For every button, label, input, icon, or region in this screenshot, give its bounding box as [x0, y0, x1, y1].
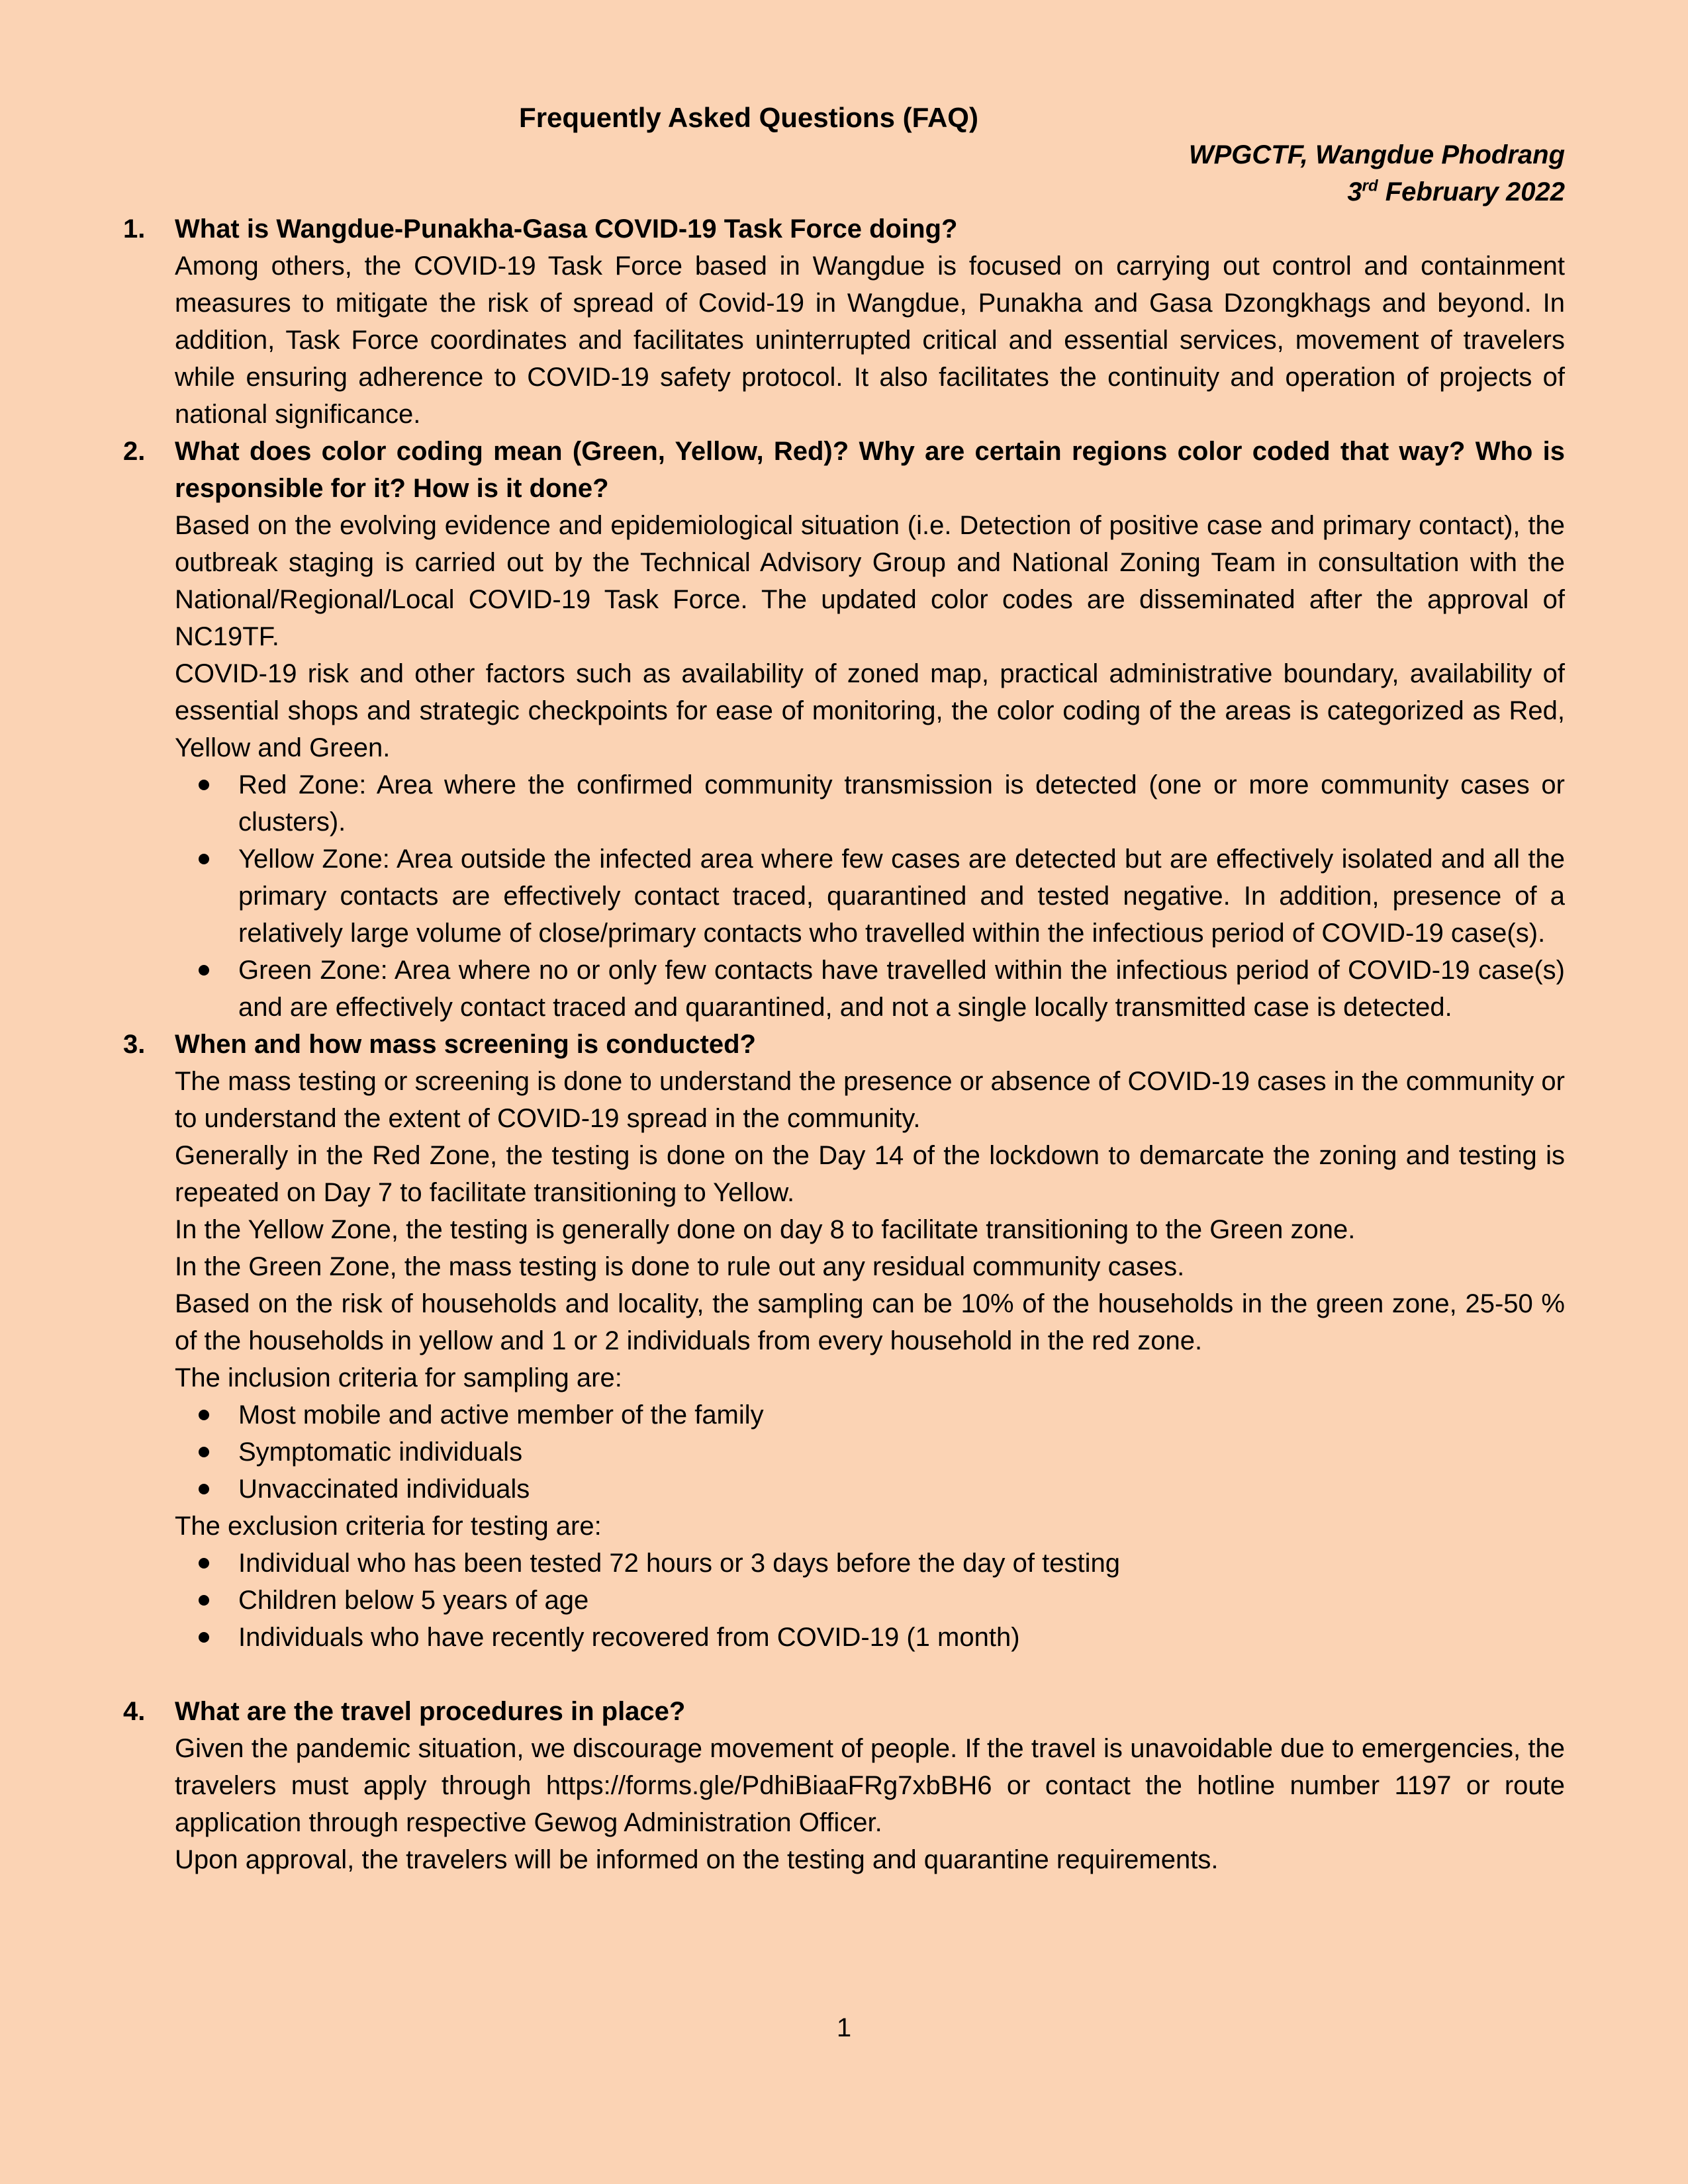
- question-number: 2.: [123, 437, 146, 466]
- date-day: 3: [1347, 177, 1362, 206]
- list-item: Unvaccinated individuals: [175, 1471, 1565, 1508]
- document-title: Frequently Asked Questions (FAQ): [519, 102, 978, 133]
- answer-paragraph: COVID-19 risk and other factors such as availability of zoned map, practical administrative boundary, availability of essential shops and strategic checkpoints for ease of monitoring, the color coding of the areas is categorized as Red, Yellow and Green.: [175, 659, 1565, 762]
- faq-item-4: [123, 1693, 1565, 1878]
- exclusion-list: [175, 1545, 1565, 1656]
- answer-paragraph: Based on the risk of households and locality, the sampling can be 10% of the households in the green zone, 25-50 % of the households in yellow and 1 or 2 individuals from every household in the red zone.: [175, 1289, 1565, 1355]
- organization-name: WPGCTF, Wangdue Phodrang: [1188, 140, 1565, 169]
- page-number: 1: [836, 2013, 852, 2042]
- answer-paragraph: Among others, the COVID-19 Task Force based in Wangdue is focused on carrying out control and containment measures to mitigate the risk of spread of Covid-19 in Wangdue, Punakha and Gasa Dzongkhags and beyond. In addition, Task Force coordinates and facilitates uninterrupted critical and essential services, movement of travelers while ensuring adherence to COVID-19 safety protocol. It also facilitates the continuity and operation of projects of national significance.: [175, 251, 1565, 429]
- list-item: Most mobile and active member of the family: [175, 1396, 1565, 1433]
- answer-paragraph: Based on the evolving evidence and epidemiological situation (i.e. Detection of positive case and primary contact), the outbreak staging is carried out by the Technical Advisory Group and National Zoning Team in consultation with the National/Regional/Local COVID-19 Task Force. The updated color codes are disseminated after the approval of NC19TF.: [175, 511, 1565, 651]
- question-number: 1.: [123, 214, 146, 244]
- zone-list: [175, 766, 1565, 1026]
- question-text: When and how mass screening is conducted?: [175, 1030, 756, 1059]
- question-text: What are the travel procedures in place?: [175, 1697, 686, 1726]
- spacer: [123, 1656, 1565, 1693]
- list-item: Green Zone: Area where no or only few contacts have travelled within the infectious period of COVID-19 case(s) and are effectively contact traced and quarantined, and not a single locally transmitted case is detected.: [175, 952, 1565, 1026]
- answer-paragraph: Given the pandemic situation, we discourage movement of people. If the travel is unavoidable due to emergencies, the travelers must apply through https://forms.gle/PdhiBiaaFRg7xbBH6 or contact the hotline number 1197 or route application through respective Gewog Administration Officer.: [175, 1734, 1565, 1837]
- list-item: Children below 5 years of age: [175, 1582, 1565, 1619]
- bullet-icon: [199, 1484, 209, 1494]
- faq-item-2: [123, 433, 1565, 1026]
- answer-paragraph: Generally in the Red Zone, the testing is done on the Day 14 of the lockdown to demarcate the zoning and testing is repeated on Day 7 to facilitate transitioning to Yellow.: [175, 1141, 1565, 1207]
- bullet-icon: [199, 1410, 209, 1420]
- date-month-year: February 2022: [1378, 177, 1565, 206]
- bullet-icon: [199, 965, 209, 976]
- faq-item-1: [123, 210, 1565, 433]
- list-item: Yellow Zone: Area outside the infected area where few cases are detected but are effectively isolated and all the primary contacts are effectively contact traced, quarantined and tested negative. In addition, presence of a relatively large volume of close/primary contacts who travelled within the infectious period of COVID-19 case(s).: [175, 841, 1565, 952]
- document-date: [1189, 173, 1565, 210]
- answer-paragraph: Upon approval, the travelers will be informed on the testing and quarantine requirements.: [175, 1845, 1219, 1874]
- answer-paragraph: The mass testing or screening is done to understand the presence or absence of COVID-19 cases in the community or to understand the extent of COVID-19 spread in the community.: [175, 1067, 1565, 1133]
- faq-item-3: [123, 1026, 1565, 1656]
- bullet-icon: [199, 1595, 209, 1606]
- question-number: 4.: [123, 1697, 146, 1726]
- inclusion-heading: The inclusion criteria for sampling are:: [175, 1363, 622, 1392]
- answer-paragraph: In the Yellow Zone, the testing is generally done on day 8 to facilitate transitioning to the Green zone.: [175, 1215, 1356, 1244]
- list-item: Red Zone: Area where the confirmed community transmission is detected (one or more community cases or clusters).: [175, 766, 1565, 841]
- bullet-icon: [199, 1632, 209, 1643]
- date-suffix: rd: [1362, 177, 1378, 195]
- list-item: Individuals who have recently recovered from COVID-19 (1 month): [175, 1619, 1565, 1656]
- bullet-icon: [199, 854, 209, 864]
- bullet-icon: [199, 780, 209, 790]
- question-text: What is Wangdue-Punakha-Gasa COVID-19 Task Force doing?: [175, 214, 958, 244]
- bullet-icon: [199, 1558, 209, 1569]
- answer-paragraph: In the Green Zone, the mass testing is done to rule out any residual community cases.: [175, 1252, 1185, 1281]
- question-text: What does color coding mean (Green, Yellow, Red)? Why are certain regions color coded that way? Who is responsible for it? How is it done?: [175, 437, 1565, 503]
- list-item: Symptomatic individuals: [175, 1433, 1565, 1471]
- exclusion-heading: The exclusion criteria for testing are:: [175, 1512, 602, 1541]
- faq-content: [123, 210, 1565, 1878]
- question-number: 3.: [123, 1030, 146, 1059]
- document-meta: [1189, 136, 1565, 210]
- inclusion-list: [175, 1396, 1565, 1508]
- bullet-icon: [199, 1447, 209, 1457]
- list-item: Individual who has been tested 72 hours or 3 days before the day of testing: [175, 1545, 1565, 1582]
